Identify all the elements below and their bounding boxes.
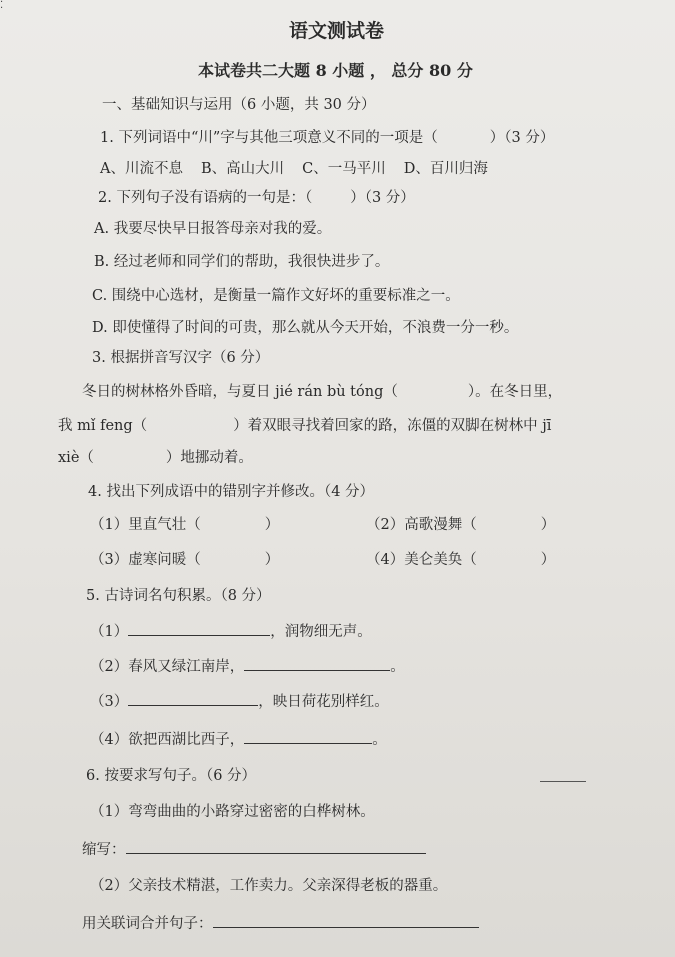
question-6-answer-2 <box>82 912 479 933</box>
question-2-stem: 2. 下列句子没有语病的一句是：（ <box>98 190 313 206</box>
idiom-label: （4）美仑美奂（ <box>366 552 477 568</box>
answer-blank[interactable] <box>128 691 258 706</box>
idiom-label: （1）里直气壮（ <box>90 517 201 533</box>
question-6-sentence-1: （1）弯弯曲曲的小路穿过密密的白桦树林。 <box>90 804 375 820</box>
idiom-close: ） <box>540 552 556 568</box>
question-1 <box>100 126 554 147</box>
exam-subtitle: 本试卷共二大题 8 小题 ， 总分 80 分 <box>198 61 473 80</box>
poem-line-1 <box>90 620 372 641</box>
answer-label: 缩写： <box>82 842 126 858</box>
answer-label: 用关联词合并句子： <box>82 916 213 932</box>
question-4-item-3 <box>90 548 279 569</box>
answer-blank[interactable] <box>128 621 270 636</box>
poem-text: ，润物细无声。 <box>270 624 372 640</box>
poem-text: 。 <box>390 659 405 675</box>
idiom-close: ） <box>264 517 280 533</box>
question-6-heading: 6. 按要求写句子。（6 分） <box>86 768 257 784</box>
question-2-option-c: C. 围绕中心选材，是衡量一篇作文好坏的重要标准之一。 <box>92 288 460 304</box>
option-c: C、一马平川 <box>302 161 386 177</box>
poem-text: （3） <box>90 694 129 710</box>
option-a: A、川流不息 <box>100 161 183 177</box>
question-3-heading: 3. 根据拼音写汉字（6 分） <box>92 350 270 366</box>
question-4-item-2 <box>366 513 555 534</box>
question-2 <box>98 186 415 207</box>
exam-title: 语文测试卷 <box>289 20 385 42</box>
question-4-item-1 <box>90 513 279 534</box>
poem-text: （4）欲把西湖比西子， <box>90 732 245 748</box>
option-d: D、百川归海 <box>403 161 488 177</box>
question-1-stem: 1. 下列词语中“川”字与其他三项意义不同的一项是（ <box>100 130 438 146</box>
question-3-line-3 <box>58 446 253 467</box>
question-2-option-b: B. 经过老师和同学们的帮助，我很快进步了。 <box>94 254 390 270</box>
question-3-text: 冬日的树林格外昏暗，与夏日 jié rán bù tóng（ <box>82 384 398 400</box>
question-6-sentence-2: （2）父亲技术精湛，工作卖力。父亲深得老板的器重。 <box>90 878 448 894</box>
idiom-label: （2）高歌漫舞（ <box>366 517 477 533</box>
question-2-option-a: A. 我要尽快早日报答母亲对我的爱。 <box>94 221 332 237</box>
answer-blank[interactable] <box>244 729 372 744</box>
idiom-label: （3）虚寒问暖（ <box>90 552 201 568</box>
question-2-score: ）（3 分） <box>350 190 415 206</box>
poem-text: ，映日荷花别样红。 <box>258 694 389 710</box>
question-3-line-2 <box>58 414 551 435</box>
poem-line-2 <box>90 655 405 676</box>
question-5-heading: 5. 古诗词名句积累。（8 分） <box>86 588 271 604</box>
question-2-option-d: D. 即使懂得了时间的可贵，那么就从今天开始，不浪费一分一秒。 <box>92 320 519 336</box>
question-4-item-4 <box>366 548 555 569</box>
poem-line-4 <box>90 728 387 749</box>
poem-line-3 <box>90 690 389 711</box>
corner-mark: ⁚ <box>0 0 4 11</box>
question-1-score: ）（3 分） <box>489 130 555 146</box>
question-1-options <box>100 157 488 178</box>
option-b: B、高山大川 <box>200 161 285 177</box>
answer-blank[interactable] <box>213 913 479 928</box>
question-3-text: ）着双眼寻找着回家的路，冻僵的双脚在树林中 jī <box>233 418 552 434</box>
idiom-close: ） <box>540 517 556 533</box>
poem-text: （1） <box>90 624 129 640</box>
poem-text: （2）春风又绿江南岸， <box>90 659 245 675</box>
section-heading: 一、基础知识与运用（6 小题，共 30 分） <box>102 97 376 113</box>
question-3-line-1 <box>82 380 562 401</box>
poem-text: 。 <box>372 732 387 748</box>
idiom-close: ） <box>264 552 280 568</box>
question-4-heading: 4. 找出下列成语中的错别字并修改。（4 分） <box>88 484 375 500</box>
question-3-text: xiè（ <box>58 450 94 466</box>
question-6-answer-1 <box>82 838 426 859</box>
answer-blank[interactable] <box>126 839 426 854</box>
question-3-text: 我 mǐ feng（ <box>58 418 148 434</box>
stray-rule <box>540 781 586 782</box>
question-3-text: ）地挪动着。 <box>165 450 253 466</box>
question-3-text: ）。在冬日里， <box>467 384 563 400</box>
answer-blank[interactable] <box>244 656 390 671</box>
